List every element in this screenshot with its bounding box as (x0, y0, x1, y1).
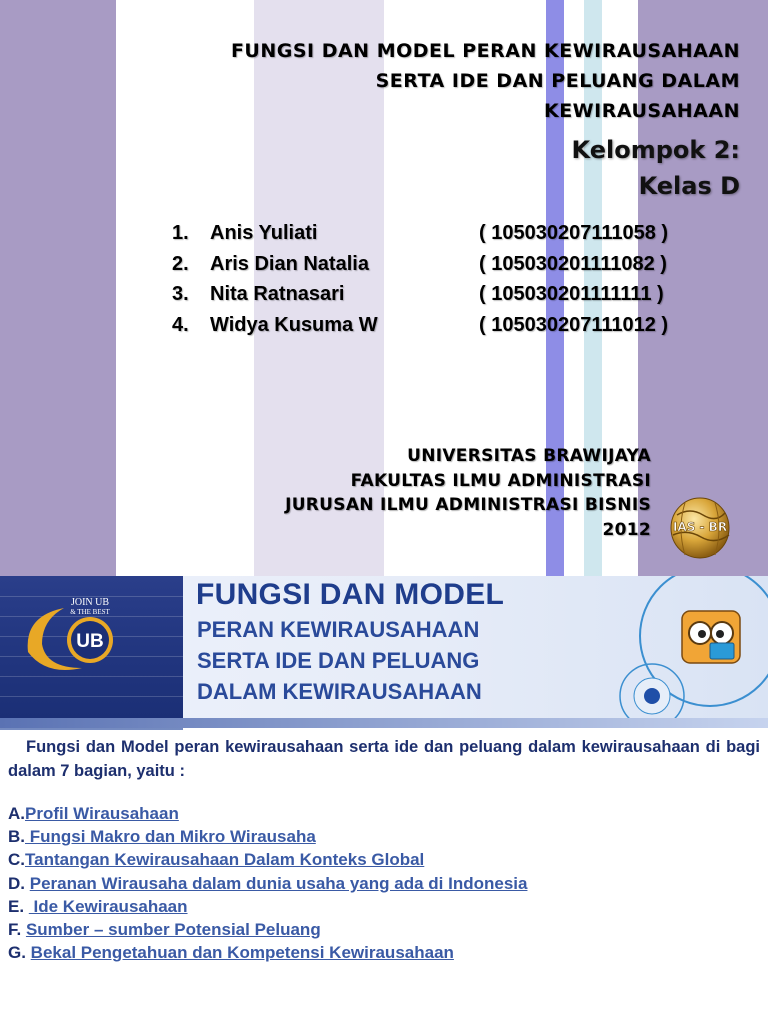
slide-subtitle (197, 614, 482, 707)
institution-line: JURUSAN ILMU ADMINISTRASI BISNIS (285, 495, 651, 515)
ub-logo-mark: UB (76, 631, 104, 652)
slide-subtitle-line: SERTA IDE DAN PELUANG (197, 648, 480, 673)
topic-letter: B. (8, 827, 25, 847)
topic-letter: A. (8, 804, 25, 823)
member-row (172, 253, 692, 284)
purple-band-left (0, 0, 116, 576)
member-row (172, 222, 692, 253)
topic-link[interactable]: Peranan Wirausaha dalam dunia usaha yang ada di Indonesia (29, 873, 528, 893)
slide-title (140, 36, 740, 126)
globe-logo-icon (655, 495, 745, 561)
topic-list-item (8, 941, 760, 964)
class-label: Kelas D (638, 172, 740, 200)
intro-text: Fungsi dan Model peran kewirausahaan serta ide dan peluang dalam kewirausahaan di bagi dalam 7 bagian, yaitu : (8, 738, 760, 780)
topic-list-item (8, 848, 760, 871)
topic-link[interactable]: Fungsi Makro dan Mikro Wirausaha (25, 827, 316, 847)
member-number: 2. (172, 252, 189, 275)
topic-link[interactable]: Bekal Pengetahuan dan Kompetensi Kewirausahaan (30, 943, 454, 963)
intro-paragraph (8, 735, 760, 783)
member-nim: ( 105030207111058 ) (479, 222, 669, 244)
topic-letter: C. (8, 850, 25, 870)
topic-list (8, 802, 760, 964)
slide-title-line: SERTA IDE DAN PELUANG DALAM (375, 70, 740, 92)
content-slide (0, 576, 768, 1024)
member-nim: ( 105030201111111 ) (479, 283, 664, 305)
topic-list-item (8, 872, 760, 895)
member-nim: ( 105030201111082 ) (479, 252, 667, 275)
member-nim: ( 105030207111012 ) (479, 313, 669, 336)
member-number: 4. (172, 313, 189, 336)
topic-letter: G. (8, 943, 31, 963)
slide-subtitle-line: DALAM KEWIRAUSAHAAN (197, 679, 482, 704)
member-row (172, 283, 692, 314)
topic-letter: F. (8, 920, 26, 940)
member-row (172, 314, 692, 345)
topic-link[interactable]: Ide Kewirausahaan (28, 896, 188, 916)
slide-title-line: KEWIRAUSAHAAN (543, 100, 740, 122)
member-name: Widya Kusuma W (210, 313, 378, 336)
member-name: Aris Dian Natalia (210, 252, 369, 275)
topic-list-item (8, 918, 760, 941)
topic-letter: E. (8, 896, 29, 916)
institution-line: FAKULTAS ILMU ADMINISTRASI (350, 470, 651, 491)
ub-logo-tagline: JOIN UB (70, 597, 110, 608)
member-name: Anis Yuliati (210, 222, 318, 244)
logo-panel (0, 576, 183, 718)
slide-body (0, 730, 768, 1024)
topic-link[interactable]: Sumber – sumber Potensial Peluang (25, 920, 321, 940)
slide-title: FUNGSI DAN MODEL (196, 578, 505, 611)
institution-block (285, 444, 651, 542)
group-info (572, 132, 740, 204)
group-label: Kelompok 2: (571, 136, 740, 164)
slide-subtitle-line: PERAN KEWIRAUSAHAAN (197, 617, 480, 642)
topic-list-item (8, 895, 760, 918)
member-name: Nita Ratnasari (210, 283, 345, 305)
mascot-icon (680, 609, 742, 665)
member-number: 1. (172, 222, 189, 244)
globe-logo-text: IAS - BR (672, 520, 728, 534)
member-number: 3. (172, 283, 189, 305)
ub-logo-tagline-sub: & THE BEST (70, 608, 110, 616)
slide-title-line: FUNGSI DAN MODEL PERAN KEWIRAUSAHAAN (230, 40, 740, 62)
topic-link[interactable]: Tantangan Kewirausahaan Dalam Konteks Global (25, 850, 425, 870)
topic-link[interactable]: Profil Wirausahaan (25, 804, 179, 823)
ub-logo-icon (20, 594, 124, 680)
topic-list-item (8, 802, 760, 825)
institution-line: 2012 (602, 519, 651, 540)
topic-list-item (8, 825, 760, 848)
topic-letter: D. (8, 873, 30, 893)
institution-line: UNIVERSITAS BRAWIJAYA (407, 446, 651, 466)
member-list (172, 222, 692, 344)
header-divider (0, 718, 768, 728)
